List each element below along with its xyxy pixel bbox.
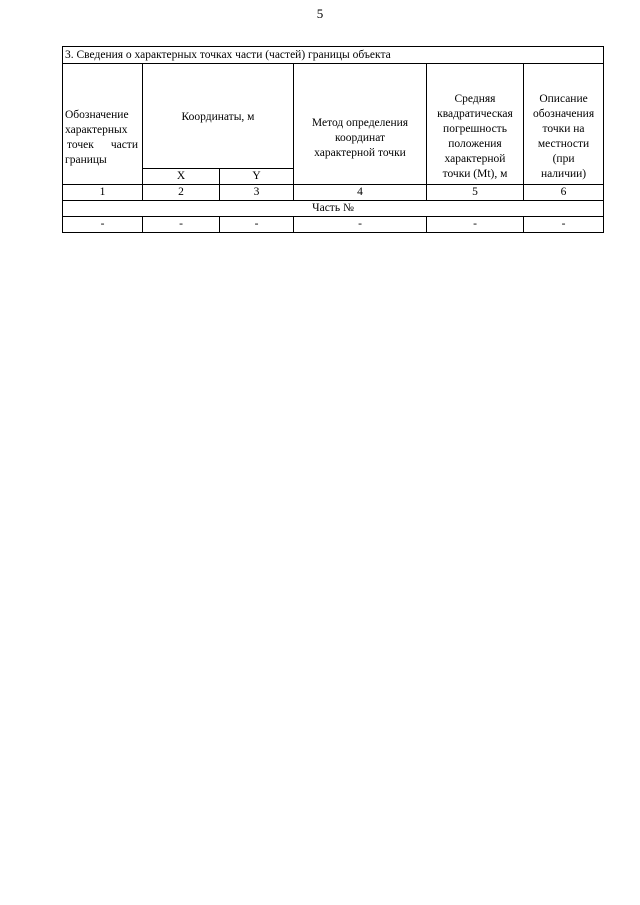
column-number: 5 (427, 185, 524, 201)
header-point-designation: Обозначение характерных точек части границы (63, 64, 143, 185)
part-label: Часть № (63, 201, 604, 217)
table-cell: - (427, 217, 524, 233)
column-number: 2 (143, 185, 220, 201)
header-point-description: Описание обозначения точки на местности (при наличии) (524, 64, 604, 185)
header-method: Метод определения координат характерной точки (294, 64, 427, 185)
header-y: Y (220, 169, 294, 185)
page-number: 5 (316, 6, 324, 21)
header-mean-square-error: Средняя квадратическая погрешность положения характерной точки (Mt), м (427, 64, 524, 185)
table-cell: - (63, 217, 143, 233)
table-cell: - (220, 217, 294, 233)
table-row (63, 217, 604, 233)
section-title: 3. Сведения о характерных точках части (частей) границы объекта (63, 47, 604, 64)
table-cell: - (294, 217, 427, 233)
column-number-row (63, 185, 604, 201)
table-cell: - (524, 217, 604, 233)
column-number: 4 (294, 185, 427, 201)
header-coordinates: Координаты, м (143, 64, 294, 169)
table-cell: - (143, 217, 220, 233)
column-number: 1 (63, 185, 143, 201)
boundary-points-table (62, 46, 604, 233)
column-number: 3 (220, 185, 294, 201)
header-x: X (143, 169, 220, 185)
column-number: 6 (524, 185, 604, 201)
